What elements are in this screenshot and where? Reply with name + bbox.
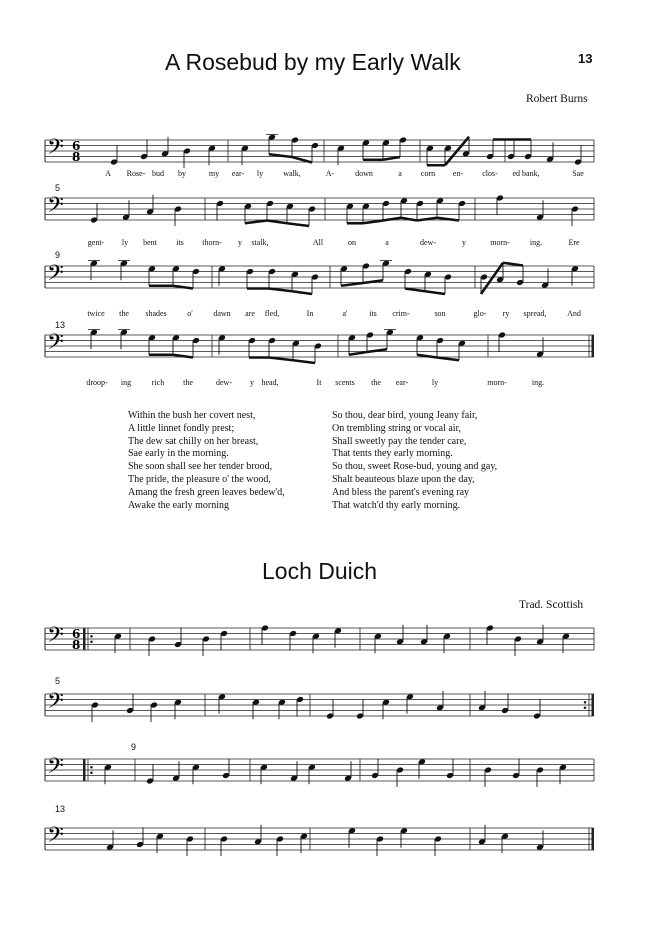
lyric-syllable: dawn bbox=[213, 309, 231, 318]
verse-column-left bbox=[128, 410, 285, 512]
song-title-rosebud: A Rosebud by my Early Walk bbox=[165, 49, 461, 75]
lyric-syllable: son bbox=[434, 309, 446, 318]
note-beam bbox=[287, 223, 309, 226]
repeat-dot bbox=[584, 701, 587, 704]
lyric-syllable: rich bbox=[151, 378, 165, 387]
verse-line: So thou, dear bird, young Jeany fair, bbox=[332, 410, 478, 421]
measure-number: 5 bbox=[55, 183, 61, 193]
lyric-syllable: A- bbox=[325, 169, 335, 178]
repeat-dot bbox=[90, 640, 93, 643]
bass-clef-icon: 𝄢 bbox=[47, 261, 64, 291]
verse-line: A little linnet fondly prest; bbox=[128, 422, 235, 434]
verse-line: The pride, the pleasure o' the wood, bbox=[128, 473, 271, 485]
final-barline bbox=[592, 335, 595, 357]
time-signature: 6 bbox=[72, 139, 81, 153]
lyric-syllable: Rose- bbox=[126, 169, 146, 178]
composer-credit-loch-duich: Trad. Scottish bbox=[519, 599, 584, 611]
measure-number: 9 bbox=[131, 742, 137, 752]
bass-clef-icon: 𝄢 bbox=[47, 623, 64, 653]
verse-line: That watch'd thy early morning. bbox=[332, 499, 461, 511]
verse-line: And bless the parent's evening ray bbox=[332, 486, 470, 498]
lyric-syllable: In bbox=[306, 309, 314, 318]
note-beam bbox=[383, 157, 400, 160]
lyric-syllable: bent bbox=[143, 238, 157, 247]
lyric-syllable: It bbox=[316, 378, 322, 387]
lyric-syllable: y bbox=[462, 238, 466, 247]
lyric-syllable: a' bbox=[342, 309, 348, 318]
lyric-syllable: Ere bbox=[568, 238, 580, 247]
note-beam bbox=[269, 289, 292, 292]
repeat-dot bbox=[90, 766, 93, 769]
repeat-dot bbox=[90, 771, 93, 774]
bass-clef-icon: 𝄢 bbox=[47, 135, 64, 165]
lyric-syllable: Sae bbox=[572, 169, 584, 178]
bass-clef-icon: 𝄢 bbox=[47, 193, 64, 223]
lyric-syllable: dew- bbox=[420, 238, 436, 247]
lyric-syllable: walk, bbox=[283, 169, 301, 178]
lyric-syllable: are bbox=[245, 309, 255, 318]
repeat-barline bbox=[83, 759, 86, 781]
measure-number: 9 bbox=[55, 250, 61, 260]
lyric-syllable: o' bbox=[187, 309, 193, 318]
lyric-syllable: bud bbox=[152, 169, 164, 178]
lyric-syllable: the bbox=[119, 309, 129, 318]
bass-clef-icon: 𝄢 bbox=[47, 330, 64, 360]
lyric-syllable: ed bank, bbox=[512, 169, 540, 178]
measure-number: 13 bbox=[55, 804, 66, 814]
lyric-syllable: ly bbox=[256, 169, 264, 178]
time-signature: 8 bbox=[72, 150, 81, 164]
lyric-syllable: y bbox=[250, 378, 254, 387]
lyric-syllable: ear- bbox=[395, 378, 409, 387]
lyric-syllable: thorn- bbox=[202, 238, 222, 247]
lyric-syllable: morn- bbox=[490, 238, 510, 247]
lyric-syllable: droop- bbox=[86, 378, 108, 387]
measure-number: 13 bbox=[55, 320, 66, 330]
note-beam bbox=[425, 291, 445, 294]
bass-clef-icon: 𝄢 bbox=[47, 754, 64, 784]
measure-number: 5 bbox=[55, 676, 61, 686]
lyric-syllable: a bbox=[385, 238, 389, 247]
lyric-syllable: ear- bbox=[231, 169, 245, 178]
lyric-syllable: ly bbox=[431, 378, 439, 387]
lyric-syllable: gent- bbox=[87, 238, 105, 247]
repeat-barline bbox=[83, 628, 86, 650]
note-beam bbox=[269, 358, 293, 361]
note-beam bbox=[405, 289, 425, 292]
lyric-syllable: shades bbox=[145, 309, 167, 318]
lyric-syllable: corn bbox=[420, 169, 436, 178]
note-beam bbox=[363, 221, 383, 224]
lyric-syllable: on bbox=[348, 238, 356, 247]
lyric-syllable: ry bbox=[502, 309, 510, 318]
repeat-dot bbox=[90, 635, 93, 638]
final-barline bbox=[592, 694, 595, 716]
lyric-syllable: head, bbox=[261, 378, 279, 387]
lyric-syllable: spread, bbox=[523, 309, 547, 318]
verse-line: Amang the fresh green leaves bedew'd, bbox=[128, 486, 285, 498]
note-beam bbox=[349, 352, 367, 355]
lyric-syllable: scents bbox=[335, 378, 355, 387]
lyric-syllable: twice bbox=[87, 309, 105, 318]
song-title-loch-duich: Loch Duich bbox=[262, 558, 378, 584]
verse-line: Awake the early morning bbox=[128, 499, 229, 511]
lyric-syllable: crim- bbox=[392, 309, 410, 318]
lyric-syllable: the bbox=[183, 378, 193, 387]
verse-line: Shalt beauteous blaze upon the day, bbox=[332, 473, 475, 485]
lyric-syllable: ing. bbox=[529, 238, 543, 247]
note-beam bbox=[437, 358, 459, 361]
lyric-syllable: my bbox=[208, 169, 220, 178]
time-signature: 6 bbox=[72, 627, 81, 641]
lyric-syllable: en- bbox=[452, 169, 464, 178]
lyric-syllable: glo- bbox=[473, 309, 487, 318]
note-beam bbox=[293, 360, 315, 363]
verse-line: On trembling string or vocal air, bbox=[332, 422, 462, 434]
lyric-syllable: morn- bbox=[487, 378, 507, 387]
lyric-syllable: fled, bbox=[264, 309, 280, 318]
lyric-syllable: ly bbox=[121, 238, 129, 247]
note-beam bbox=[267, 221, 287, 224]
verse-line: Sae early in the morning. bbox=[128, 448, 229, 460]
verse-line: The dew sat chilly on her breast, bbox=[128, 435, 259, 447]
bass-clef-icon: 𝄢 bbox=[47, 823, 64, 853]
note-beam bbox=[292, 291, 312, 294]
verse-line: That tents they early morning. bbox=[332, 448, 453, 460]
verse-line: So thou, sweet Rose-bud, young and gay, bbox=[332, 461, 498, 473]
note-beam bbox=[503, 263, 523, 266]
verse-line: She soon shall see her tender brood, bbox=[128, 461, 273, 473]
lyric-syllable: its bbox=[369, 309, 377, 318]
final-barline bbox=[592, 828, 595, 850]
verse-line: Shall sweetly pay the tender care, bbox=[332, 435, 467, 447]
lyric-syllable: the bbox=[371, 378, 381, 387]
lyric-syllable: All bbox=[312, 238, 324, 247]
bass-clef-icon: 𝄢 bbox=[47, 689, 64, 719]
lyric-syllable: its bbox=[176, 238, 184, 247]
composer-credit-rosebud: Robert Burns bbox=[526, 93, 588, 105]
lyric-syllable: ing. bbox=[531, 378, 545, 387]
lyric-syllable: And bbox=[567, 309, 581, 318]
lyric-syllable: down bbox=[355, 169, 373, 178]
note-beam bbox=[341, 283, 363, 286]
lyric-syllable: stalk, bbox=[251, 238, 269, 247]
lyric-syllable: ing bbox=[120, 378, 132, 387]
verse-column-right bbox=[332, 410, 497, 512]
repeat-dot bbox=[584, 706, 587, 709]
time-signature: 8 bbox=[72, 638, 81, 652]
lyric-syllable: by bbox=[178, 169, 186, 178]
lyric-syllable: a bbox=[398, 169, 402, 178]
page-number: 13 bbox=[578, 51, 593, 66]
verse-line: Within the bush her covert nest, bbox=[128, 410, 256, 421]
lyric-syllable: y bbox=[238, 238, 242, 247]
lyric-syllable: clos- bbox=[482, 169, 498, 178]
lyric-syllable: A bbox=[105, 169, 111, 178]
note-beam bbox=[245, 221, 267, 224]
lyric-syllable: dew- bbox=[216, 378, 232, 387]
